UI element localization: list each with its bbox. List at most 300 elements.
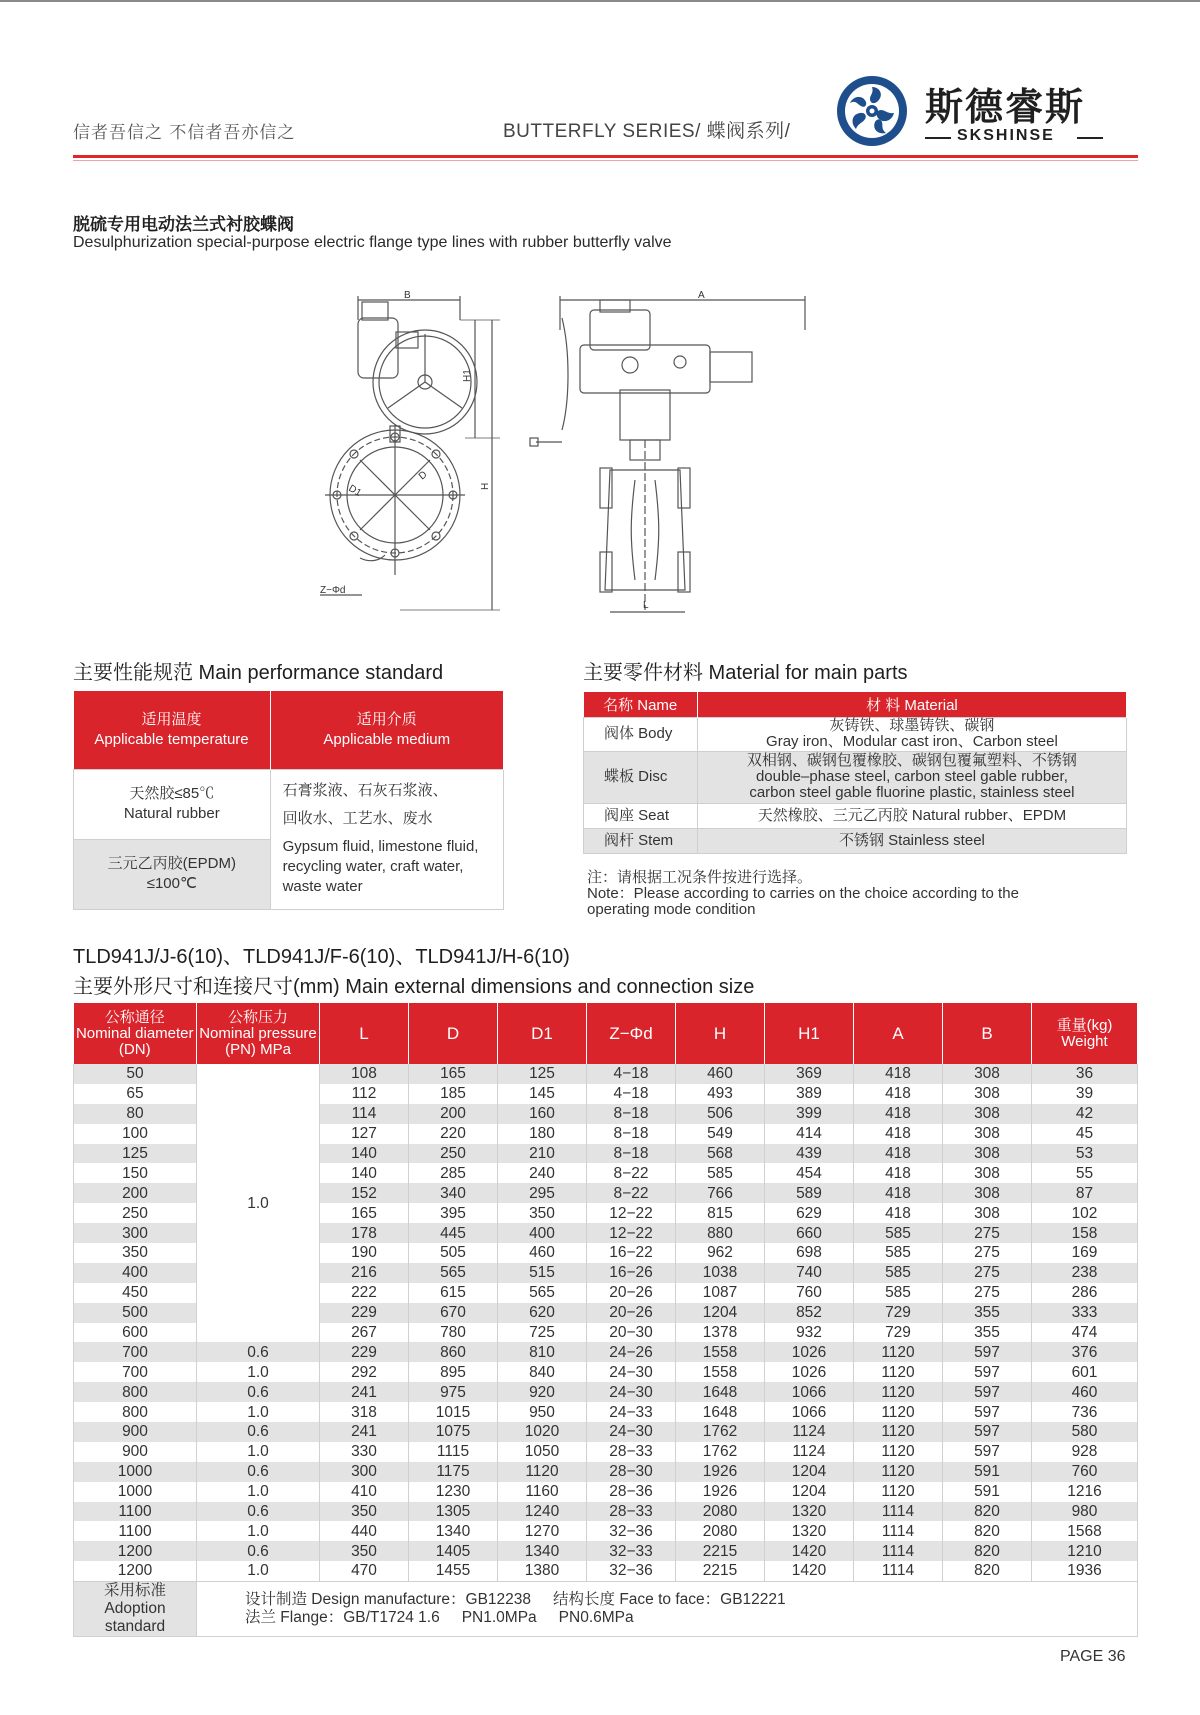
dim-cell: 8−22	[587, 1163, 676, 1183]
dim-cell: 24−33	[587, 1402, 676, 1422]
dim-cell: 24−30	[587, 1362, 676, 1382]
dim-cell: 1455	[409, 1561, 498, 1581]
weight-header	[1032, 1003, 1138, 1064]
dn-cell: 450	[74, 1283, 197, 1303]
dim-cell: 102	[1032, 1203, 1138, 1223]
dim-cell: 308	[943, 1104, 1032, 1124]
dim-cell: 12−22	[587, 1203, 676, 1223]
material-row-stem	[584, 828, 1127, 853]
table-row	[74, 1442, 1138, 1462]
dim-cell: 1114	[854, 1502, 943, 1522]
dim-cell: 241	[320, 1382, 409, 1402]
dim-cell: 820	[943, 1561, 1032, 1581]
weight-header-en: Weight	[1061, 1032, 1108, 1050]
dim-cell: 1120	[854, 1442, 943, 1462]
dn-header-en: Nominal diameter	[75, 1024, 194, 1042]
dim-cell: 1762	[676, 1422, 765, 1442]
dim-cell: 852	[765, 1303, 854, 1323]
temperature-en: Natural rubber	[123, 805, 220, 822]
dim-cell: 32−33	[587, 1541, 676, 1561]
dim-cell: 418	[854, 1104, 943, 1124]
dim-cell: 28−30	[587, 1462, 676, 1482]
dim-cell: 815	[676, 1203, 765, 1223]
dim-cell: 414	[765, 1124, 854, 1144]
dim-cell: 1124	[765, 1442, 854, 1462]
dim-cell: 87	[1032, 1183, 1138, 1203]
medium-line: Gypsum fluid, limestone fluid,	[282, 838, 479, 855]
medium-line: recycling water, craft water,	[282, 858, 464, 875]
dim-cell: 369	[765, 1064, 854, 1084]
product-title-cn: 脱硫专用电动法兰式衬胶蝶阀	[73, 215, 294, 235]
table-row	[74, 1382, 1138, 1402]
dim-cell: 165	[320, 1203, 409, 1223]
dim-cell: 140	[320, 1163, 409, 1183]
standard-label-en: Adoption standard	[104, 1599, 166, 1635]
dim-cell: 1405	[409, 1541, 498, 1561]
dim-cell: 1378	[676, 1323, 765, 1343]
medium-cell	[270, 769, 503, 909]
dimensions-header-row	[74, 1003, 1138, 1064]
dn-cell: 150	[74, 1163, 197, 1183]
medium-header-en: Applicable medium	[323, 730, 451, 748]
dim-cell: 589	[765, 1183, 854, 1203]
pn-cell: 1.0	[197, 1064, 320, 1342]
dim-cell: 454	[765, 1163, 854, 1183]
dim-cell: 585	[676, 1163, 765, 1183]
l-header: L	[320, 1003, 409, 1064]
dim-cell: 460	[676, 1064, 765, 1084]
adoption-standard-row	[74, 1581, 1138, 1636]
dim-cell: 178	[320, 1223, 409, 1243]
h-header: H	[676, 1003, 765, 1064]
dim-cell: 1114	[854, 1541, 943, 1561]
material-row-seat	[584, 803, 1127, 828]
table-row	[74, 1462, 1138, 1482]
dim-cell: 16−22	[587, 1243, 676, 1263]
part-material	[697, 751, 1126, 803]
part-name: 阀杆 Stem	[584, 828, 698, 853]
dim-cell: 4−18	[587, 1084, 676, 1104]
dim-cell: 200	[409, 1104, 498, 1124]
face-to-face-standard: 结构长度 Face to face：GB12221	[553, 1590, 786, 1608]
dim-cell: 190	[320, 1243, 409, 1263]
dim-cell: 275	[943, 1263, 1032, 1283]
dim-cell: 1120	[854, 1422, 943, 1442]
temperature-cell	[74, 839, 271, 909]
dim-cell: 729	[854, 1303, 943, 1323]
dim-cell: 1204	[765, 1462, 854, 1482]
dn-cell: 1200	[74, 1561, 197, 1581]
dim-cell: 350	[498, 1203, 587, 1223]
dim-cell: 165	[409, 1064, 498, 1084]
dim-cell: 1320	[765, 1502, 854, 1522]
dim-cell: 895	[409, 1362, 498, 1382]
pn-header-en: Nominal pressure	[199, 1024, 317, 1042]
table-row	[74, 1422, 1138, 1442]
dim-cell: 267	[320, 1323, 409, 1343]
h1-header: H1	[765, 1003, 854, 1064]
dim-cell: 275	[943, 1243, 1032, 1263]
dim-label-d: D	[416, 469, 430, 483]
medium-header	[270, 691, 503, 769]
performance-header-row	[74, 691, 504, 769]
part-name: 蝶板 Disc	[584, 751, 698, 803]
part-material: 天然橡胶、三元乙丙胶 Natural rubber、EPDM	[697, 803, 1126, 828]
dim-cell: 1926	[676, 1462, 765, 1482]
table-row	[74, 1482, 1138, 1502]
dim-cell: 275	[943, 1283, 1032, 1303]
dim-cell: 820	[943, 1541, 1032, 1561]
material-header: 材 料 Material	[697, 692, 1126, 717]
pn-cell: 1.0	[197, 1482, 320, 1502]
dim-cell: 460	[498, 1243, 587, 1263]
note-line: 注：请根据工况条件按进行选择。	[587, 869, 813, 886]
table-row	[74, 1342, 1138, 1362]
brand-name-en: SKSHINSE	[957, 127, 1055, 144]
material-row-disc	[584, 751, 1127, 803]
dim-cell: 760	[1032, 1462, 1138, 1482]
dim-cell: 620	[498, 1303, 587, 1323]
table-row	[74, 1402, 1138, 1422]
dim-cell: 400	[498, 1223, 587, 1243]
part-material: 不锈钢 Stainless steel	[697, 828, 1126, 853]
material-line: 双相钢、碳钢包覆橡胶、碳钢包覆氟塑料、不锈钢	[746, 752, 1077, 769]
pn-header-unit: (PN) MPa	[225, 1040, 291, 1058]
dim-label-d1: D1	[346, 483, 364, 499]
dim-cell: 1210	[1032, 1541, 1138, 1561]
note-line: Note：Please according to carries on the choice according to the	[587, 885, 1019, 902]
flange-standard: 法兰 Flange：GB/T1724 1.6	[245, 1608, 440, 1626]
dim-cell: 932	[765, 1323, 854, 1343]
dim-cell: 810	[498, 1342, 587, 1362]
dim-cell: 28−33	[587, 1502, 676, 1522]
dim-cell: 1114	[854, 1521, 943, 1541]
dn-cell: 400	[74, 1263, 197, 1283]
dim-cell: 418	[854, 1144, 943, 1164]
dim-cell: 330	[320, 1442, 409, 1462]
dim-cell: 127	[320, 1124, 409, 1144]
product-title-en: Desulphurization special-purpose electric flange type lines with rubber butterfly valve	[73, 234, 672, 251]
temperature-header-en: Applicable temperature	[94, 730, 249, 748]
dim-cell: 275	[943, 1223, 1032, 1243]
dim-cell: 333	[1032, 1303, 1138, 1323]
dim-label-h: H	[480, 482, 491, 490]
dim-cell: 505	[409, 1243, 498, 1263]
dn-header	[74, 1003, 197, 1064]
dim-cell: 220	[409, 1124, 498, 1144]
dim-cell: 1305	[409, 1502, 498, 1522]
part-name: 阀座 Seat	[584, 803, 698, 828]
standard-line	[245, 1591, 1137, 1609]
model-numbers: TLD941J/J-6(10)、TLD941J/F-6(10)、TLD941J/H-6(10)	[73, 946, 570, 968]
dim-cell: 318	[320, 1402, 409, 1422]
dim-cell: 240	[498, 1163, 587, 1183]
dn-cell: 65	[74, 1084, 197, 1104]
dim-cell: 470	[320, 1561, 409, 1581]
series-label: BUTTERFLY SERIES/ 蝶阀系列/	[503, 121, 791, 142]
dim-cell: 1240	[498, 1502, 587, 1522]
table-row	[74, 1362, 1138, 1382]
dim-cell: 418	[854, 1163, 943, 1183]
dim-cell: 840	[498, 1362, 587, 1382]
weight-header-cn: 重量(kg)	[1056, 1016, 1113, 1034]
dim-cell: 445	[409, 1223, 498, 1243]
dim-cell: 140	[320, 1144, 409, 1164]
dim-cell: 42	[1032, 1104, 1138, 1124]
pn-cell: 0.6	[197, 1422, 320, 1442]
temperature-cell	[74, 769, 271, 839]
dim-cell: 185	[409, 1084, 498, 1104]
pn-cell: 1.0	[197, 1442, 320, 1462]
dim-cell: 591	[943, 1462, 1032, 1482]
dim-cell: 597	[943, 1422, 1032, 1442]
dim-cell: 493	[676, 1084, 765, 1104]
header-divider-thin	[73, 160, 1138, 161]
dim-cell: 286	[1032, 1283, 1138, 1303]
dim-cell: 920	[498, 1382, 587, 1402]
dim-label-b: B	[404, 290, 411, 301]
dim-cell: 308	[943, 1144, 1032, 1164]
dim-cell: 962	[676, 1243, 765, 1263]
dim-cell: 114	[320, 1104, 409, 1124]
dim-cell: 1120	[854, 1362, 943, 1382]
dn-cell: 300	[74, 1223, 197, 1243]
dim-cell: 780	[409, 1323, 498, 1343]
dim-cell: 1320	[765, 1521, 854, 1541]
dim-cell: 20−26	[587, 1303, 676, 1323]
dim-cell: 975	[409, 1382, 498, 1402]
dim-cell: 950	[498, 1402, 587, 1422]
flange-pn10: PN1.0MPa	[461, 1608, 537, 1626]
dim-cell: 210	[498, 1144, 587, 1164]
dn-cell: 100	[74, 1124, 197, 1144]
dim-cell: 350	[320, 1541, 409, 1561]
performance-heading: 主要性能规范 Main performance standard	[73, 662, 444, 684]
dim-cell: 55	[1032, 1163, 1138, 1183]
d1-header: D1	[498, 1003, 587, 1064]
dim-cell: 1568	[1032, 1521, 1138, 1541]
dim-cell: 1926	[676, 1482, 765, 1502]
dim-cell: 410	[320, 1482, 409, 1502]
dim-cell: 629	[765, 1203, 854, 1223]
dim-cell: 36	[1032, 1064, 1138, 1084]
dim-cell: 24−30	[587, 1382, 676, 1402]
material-line: Gray iron、Modular cast iron、Carbon steel	[766, 733, 1058, 750]
dim-cell: 308	[943, 1064, 1032, 1084]
table-row	[74, 1502, 1138, 1522]
dim-cell: 4−18	[587, 1064, 676, 1084]
dim-label-h1: H1	[462, 369, 473, 382]
materials-heading: 主要零件材料 Material for main parts	[583, 662, 908, 684]
dim-cell: 601	[1032, 1362, 1138, 1382]
dim-cell: 216	[320, 1263, 409, 1283]
table-row	[74, 1561, 1138, 1581]
dim-cell: 32−36	[587, 1521, 676, 1541]
standard-label-cn: 采用标准	[103, 1581, 166, 1599]
d-header: D	[409, 1003, 498, 1064]
dn-cell: 250	[74, 1203, 197, 1223]
design-standard: 设计制造 Design manufacture：GB12238	[245, 1590, 532, 1608]
dim-cell: 597	[943, 1402, 1032, 1422]
dim-cell: 740	[765, 1263, 854, 1283]
dim-cell: 350	[320, 1502, 409, 1522]
dn-cell: 800	[74, 1382, 197, 1402]
dim-cell: 1120	[854, 1382, 943, 1402]
temperature-en: ≤100℃	[146, 875, 197, 892]
pn-cell: 0.6	[197, 1541, 320, 1561]
dim-cell: 580	[1032, 1422, 1138, 1442]
dim-cell: 1026	[765, 1342, 854, 1362]
brand-name-cn: 斯德睿斯	[925, 85, 1086, 129]
dim-cell: 53	[1032, 1144, 1138, 1164]
dim-cell: 670	[409, 1303, 498, 1323]
dim-cell: 439	[765, 1144, 854, 1164]
dim-cell: 180	[498, 1124, 587, 1144]
dim-cell: 2215	[676, 1541, 765, 1561]
dim-cell: 389	[765, 1084, 854, 1104]
dn-cell: 200	[74, 1183, 197, 1203]
material-line: 灰铸铁、球墨铸铁、碳钢	[829, 717, 995, 734]
dim-cell: 860	[409, 1342, 498, 1362]
dim-cell: 1115	[409, 1442, 498, 1462]
dim-cell: 1066	[765, 1402, 854, 1422]
dn-cell: 125	[74, 1144, 197, 1164]
dim-cell: 39	[1032, 1084, 1138, 1104]
pn-header-cn: 公称压力	[227, 1008, 288, 1026]
dimensions-heading: 主要外形尺寸和连接尺寸(mm) Main external dimensions and connection size	[73, 976, 755, 998]
temperature-cn: 天然胶≤85℃	[129, 785, 215, 802]
dim-cell: 597	[943, 1382, 1032, 1402]
dim-cell: 1087	[676, 1283, 765, 1303]
dim-cell: 597	[943, 1362, 1032, 1382]
temperature-header-cn: 适用温度	[141, 710, 202, 728]
dim-cell: 1420	[765, 1561, 854, 1581]
dim-cell: 585	[854, 1223, 943, 1243]
dim-cell: 591	[943, 1482, 1032, 1502]
standard-line	[245, 1609, 1137, 1627]
dim-cell: 1175	[409, 1462, 498, 1482]
dim-cell: 820	[943, 1521, 1032, 1541]
dim-cell: 8−22	[587, 1183, 676, 1203]
dim-cell: 1120	[854, 1342, 943, 1362]
dim-cell: 1124	[765, 1422, 854, 1442]
dim-cell: 1340	[498, 1541, 587, 1561]
temperature-header	[74, 691, 271, 769]
dim-cell: 615	[409, 1283, 498, 1303]
pn-cell: 1.0	[197, 1362, 320, 1382]
dim-cell: 340	[409, 1183, 498, 1203]
dn-cell: 500	[74, 1303, 197, 1323]
dim-cell: 12−22	[587, 1223, 676, 1243]
dim-cell: 1204	[765, 1482, 854, 1502]
dim-cell: 160	[498, 1104, 587, 1124]
dim-cell: 2215	[676, 1561, 765, 1581]
dim-cell: 1558	[676, 1362, 765, 1382]
dim-cell: 229	[320, 1303, 409, 1323]
dimensions-table	[73, 1003, 1138, 1637]
dim-cell: 1216	[1032, 1482, 1138, 1502]
adoption-standard-label	[74, 1581, 197, 1636]
adoption-standard-value	[197, 1581, 1138, 1636]
dim-cell: 1648	[676, 1402, 765, 1422]
dim-cell: 8−18	[587, 1124, 676, 1144]
dim-cell: 395	[409, 1203, 498, 1223]
dim-cell: 1120	[498, 1462, 587, 1482]
dim-cell: 308	[943, 1203, 1032, 1223]
dn-cell: 1000	[74, 1462, 197, 1482]
dim-cell: 1038	[676, 1263, 765, 1283]
dim-cell: 300	[320, 1462, 409, 1482]
part-material	[697, 717, 1126, 751]
z-phi-d-header: Z−Φd	[587, 1003, 676, 1064]
dn-cell: 1200	[74, 1541, 197, 1561]
dim-cell: 1230	[409, 1482, 498, 1502]
pn-cell: 0.6	[197, 1462, 320, 1482]
dim-cell: 8−18	[587, 1144, 676, 1164]
brand-line-right	[1077, 137, 1103, 139]
dim-cell: 585	[854, 1263, 943, 1283]
dim-label-l: L	[643, 600, 649, 611]
medium-header-cn: 适用介质	[356, 710, 417, 728]
dim-cell: 515	[498, 1263, 587, 1283]
dim-cell: 1114	[854, 1561, 943, 1581]
dn-cell: 700	[74, 1342, 197, 1362]
slogan: 信者吾信之 不信者吾亦信之	[73, 123, 296, 143]
dim-cell: 1066	[765, 1382, 854, 1402]
materials-table	[583, 692, 1127, 854]
dim-cell: 285	[409, 1163, 498, 1183]
dim-cell: 125	[498, 1064, 587, 1084]
dim-cell: 660	[765, 1223, 854, 1243]
dn-cell: 700	[74, 1362, 197, 1382]
dim-cell: 308	[943, 1124, 1032, 1144]
dim-cell: 308	[943, 1084, 1032, 1104]
dim-cell: 1026	[765, 1362, 854, 1382]
dim-cell: 2080	[676, 1502, 765, 1522]
temperature-cn: 三元乙丙胶(EPDM)	[107, 855, 236, 872]
dim-cell: 24−30	[587, 1422, 676, 1442]
top-border	[0, 0, 1200, 2]
dim-cell: 1015	[409, 1402, 498, 1422]
dim-cell: 1340	[409, 1521, 498, 1541]
brand-line-left	[925, 137, 951, 139]
dim-cell: 565	[498, 1283, 587, 1303]
dim-cell: 506	[676, 1104, 765, 1124]
valve-technical-drawing	[300, 290, 860, 635]
dim-cell: 222	[320, 1283, 409, 1303]
dim-cell: 1204	[676, 1303, 765, 1323]
dim-cell: 1558	[676, 1342, 765, 1362]
header-divider	[73, 155, 1138, 158]
dim-cell: 158	[1032, 1223, 1138, 1243]
dn-cell: 600	[74, 1323, 197, 1343]
dim-cell: 295	[498, 1183, 587, 1203]
dim-cell: 729	[854, 1323, 943, 1343]
medium-line: waste water	[282, 878, 363, 895]
pn-header	[197, 1003, 320, 1064]
dn-header-cn: 公称通径	[104, 1008, 165, 1026]
dim-cell: 28−36	[587, 1482, 676, 1502]
medium-line: 石膏浆液、石灰石浆液、	[282, 782, 448, 799]
dim-cell: 229	[320, 1342, 409, 1362]
dn-header-unit: (DN)	[118, 1040, 151, 1058]
dim-cell: 585	[854, 1283, 943, 1303]
dim-cell: 1050	[498, 1442, 587, 1462]
dn-cell: 1100	[74, 1521, 197, 1541]
dn-cell: 800	[74, 1402, 197, 1422]
dim-cell: 418	[854, 1064, 943, 1084]
material-line: carbon steel gable fluorine plastic, stainless steel	[749, 784, 1075, 801]
